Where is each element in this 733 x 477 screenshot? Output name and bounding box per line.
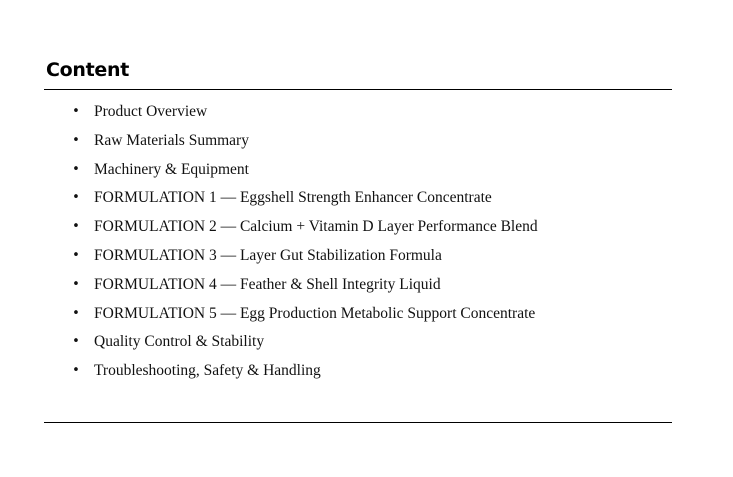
toc-link-product-overview[interactable]: Product Overview [94,103,208,120]
toc-link-formulation-2[interactable]: FORMULATION 2 — Calcium + Vitamin D Layer Performance Blend [94,218,538,236]
toc-item-machinery [0,158,733,187]
bullet-icon: • [72,276,80,292]
toc-link-quality-control[interactable]: Quality Control & Stability [94,333,265,351]
toc-item-formulation-1 [0,186,733,215]
bullet-icon: • [72,132,80,148]
bullet-icon: • [72,247,80,263]
toc-link-formulation-3[interactable]: FORMULATION 3 — Layer Gut Stabilization Formula [94,246,442,264]
toc-link-raw-materials[interactable]: Raw Materials Summary [94,131,249,149]
toc-item-raw-materials [0,129,733,158]
toc-link-formulation-1[interactable]: FORMULATION 1 — Eggshell Strength Enhancer Concentrate [94,189,492,207]
bullet-icon: • [72,219,80,235]
bullet-icon: • [72,104,80,119]
toc-item-troubleshooting [0,359,733,388]
toc-item-product-overview [0,100,733,129]
bullet-icon: • [72,161,80,177]
toc-item-formulation-3 [0,244,733,273]
table-of-contents [0,100,733,388]
toc-link-formulation-4[interactable]: FORMULATION 4 — Feather & Shell Integrity Liquid [94,275,441,293]
bullet-icon: • [72,305,80,321]
toc-link-formulation-5[interactable]: FORMULATION 5 — Egg Production Metabolic Support Concentrate [94,304,536,322]
bullet-icon: • [72,334,80,350]
bullet-icon: • [72,190,80,206]
heading-divider [44,89,672,90]
toc-link-troubleshooting[interactable]: Troubleshooting, Safety & Handling [94,362,321,380]
toc-item-formulation-4 [0,273,733,302]
section-end-divider [44,422,672,423]
toc-link-machinery[interactable]: Machinery & Equipment [94,160,249,178]
toc-item-quality-control [0,330,733,359]
toc-item-formulation-5 [0,302,733,331]
section-heading: Content [46,59,130,81]
bullet-icon: • [72,363,80,379]
toc-item-formulation-2 [0,215,733,244]
